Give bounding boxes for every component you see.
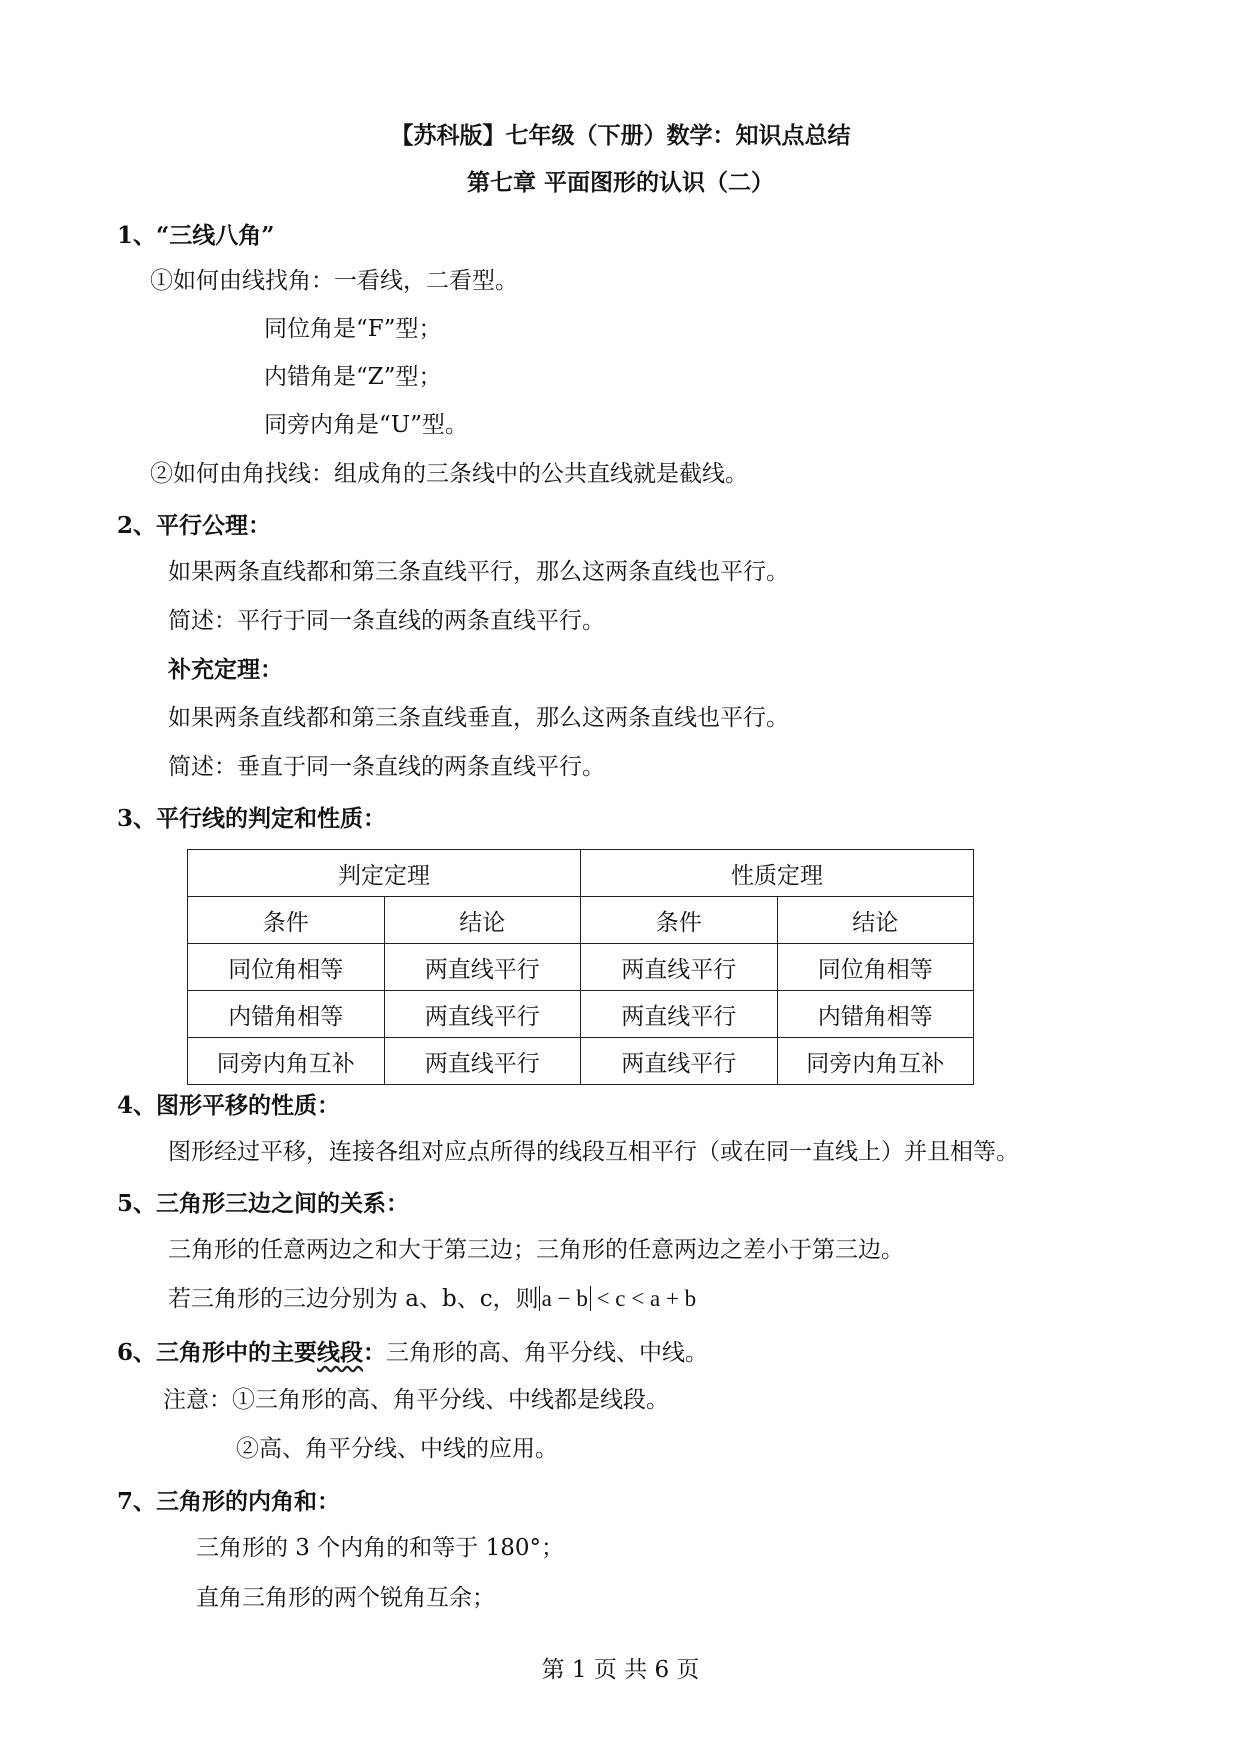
table-cell: 同旁内角互补 [777,1038,974,1085]
section-1-heading: 1、“三线八角” [117,222,275,249]
section-4-heading: 4、图形平移的性质： [117,1092,341,1119]
table-cell: 两直线平行 [384,944,581,991]
table-cell: 两直线平行 [581,991,778,1038]
section-1-item-2: ②如何由角找线：组成角的三条线中的公共直线就是截线。 [150,461,748,487]
section-6-note-1: 注意：①三角形的高、角平分线、中线都是线段。 [163,1387,669,1413]
table-cell: 内错角相等 [188,991,385,1038]
table-row [188,944,974,991]
z-type-text: 内错角是“Z”型； [264,364,442,390]
section-5-p2-line [168,1284,696,1314]
section-6-text: 三角形的高、角平分线、中线。 [386,1340,709,1366]
section-2-subheading: 补充定理： [168,656,283,683]
document-title: 【苏科版】七年级（下册）数学：知识点总结 [390,122,851,149]
section-7-p1: 三角形的 3 个内角的和等于 180°； [196,1535,564,1561]
formula-rest: < c < a + b [590,1286,697,1311]
table-group-header: 性质定理 [581,850,974,897]
table-column-header: 条件 [188,897,385,944]
table-cell: 同位角相等 [188,944,385,991]
section-5-p2: 若三角形的三边分别为 a、b、c，则 [168,1286,539,1312]
table-cell: 两直线平行 [581,1038,778,1085]
table-group-row [188,850,974,897]
section-5-p1: 三角形的任意两边之和大于第三边；三角形的任意两边之差小于第三边。 [168,1237,904,1263]
table-cell: 同位角相等 [777,944,974,991]
table-column-header: 条件 [581,897,778,944]
section-6-heading-colon: ： [363,1339,387,1366]
f-type-text: 同位角是“F”型； [264,316,442,342]
section-3-heading: 3、平行线的判定和性质： [117,805,387,832]
triangle-inequality-formula [539,1286,697,1311]
table-cell: 两直线平行 [581,944,778,991]
table-column-header: 结论 [384,897,581,944]
section-2-p3: 如果两条直线都和第三条直线垂直，那么这两条直线也平行。 [168,705,789,731]
table-cell: 两直线平行 [384,1038,581,1085]
table-column-header: 结论 [777,897,974,944]
table-row [188,991,974,1038]
section-5-heading: 5、三角形三边之间的关系： [117,1190,410,1217]
table-cell: 内错角相等 [777,991,974,1038]
u-type-text: 同旁内角是“U”型。 [264,412,468,438]
table-cell: 同旁内角互补 [188,1038,385,1085]
parallel-lines-table [187,849,974,1085]
section-1-item-1: ①如何由线找角：一看线，二看型。 [150,268,518,294]
section-2-p1: 如果两条直线都和第三条直线平行，那么这两条直线也平行。 [168,559,789,585]
section-2-p4: 简述：垂直于同一条直线的两条直线平行。 [168,754,605,780]
table-cell: 两直线平行 [384,991,581,1038]
section-6-heading-emphasis: 线段 [317,1339,364,1366]
section-2-heading: 2、平行公理： [117,512,272,539]
chapter-title: 第七章 平面图形的认识（二） [466,169,774,196]
table-group-header: 判定定理 [188,850,581,897]
table-header-row [188,897,974,944]
page-footer: 第 1 页 共 6 页 [541,1657,700,1683]
section-2-p2: 简述：平行于同一条直线的两条直线平行。 [168,608,605,634]
section-7-p2: 直角三角形的两个锐角互余； [196,1585,495,1611]
section-6-note-2: ②高、角平分线、中线的应用。 [236,1436,558,1462]
table-row [188,1038,974,1085]
section-4-p1: 图形经过平移，连接各组对应点所得的线段互相平行（或在同一直线上）并且相等。 [168,1139,1019,1165]
section-7-heading: 7、三角形的内角和： [117,1488,341,1515]
section-6-line [117,1338,708,1368]
formula-abs: a − b [539,1286,591,1311]
section-6-heading: 6、三角形中的主要 [117,1339,318,1366]
